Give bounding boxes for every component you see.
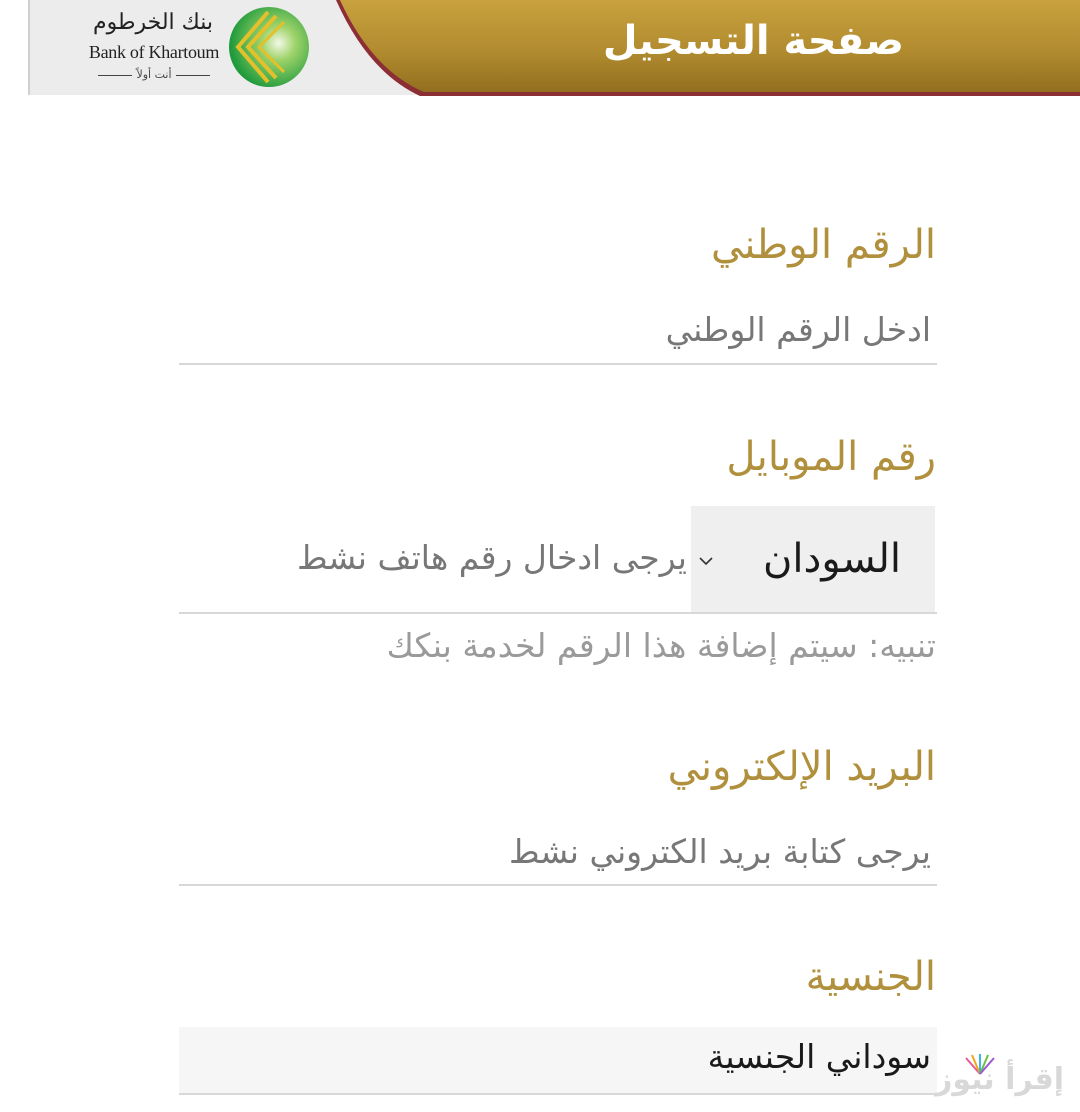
nationality-value: سوداني الجنسية — [707, 1037, 931, 1076]
country-code-select[interactable] — [691, 506, 935, 612]
mobile-label: رقم الموبايل — [726, 434, 936, 480]
selected-country: السودان — [763, 536, 901, 582]
chevron-down-icon — [699, 554, 713, 568]
nationality-field[interactable] — [179, 1027, 937, 1095]
nationality-label: الجنسية — [805, 954, 936, 1000]
watermark — [935, 1052, 1072, 1102]
mobile-input[interactable]: يرجى ادخال رقم هاتف نشط — [297, 538, 687, 577]
national-id-placeholder: ادخل الرقم الوطني — [665, 310, 931, 349]
bank-logo — [84, 4, 314, 90]
mobile-note: تنبيه: سيتم إضافة هذا الرقم لخدمة بنكك — [386, 626, 936, 665]
national-id-label: الرقم الوطني — [710, 222, 936, 268]
watermark-text: إقرأ نيوز — [935, 1062, 1064, 1097]
app-header — [0, 0, 1080, 96]
email-placeholder: يرجى كتابة بريد الكتروني نشط — [509, 832, 931, 871]
bank-tagline: أنت أولاً — [84, 68, 224, 81]
page-title: صفحة التسجيل — [602, 18, 904, 64]
email-input[interactable] — [179, 822, 937, 886]
mobile-input-row — [179, 506, 937, 614]
bank-name-english: Bank of Khartoum — [88, 42, 220, 62]
bank-name-arabic: بنك الخرطوم — [93, 10, 213, 35]
bank-emblem-icon — [228, 6, 310, 88]
email-label: البريد الإلكتروني — [667, 744, 936, 790]
national-id-input[interactable] — [179, 300, 937, 365]
